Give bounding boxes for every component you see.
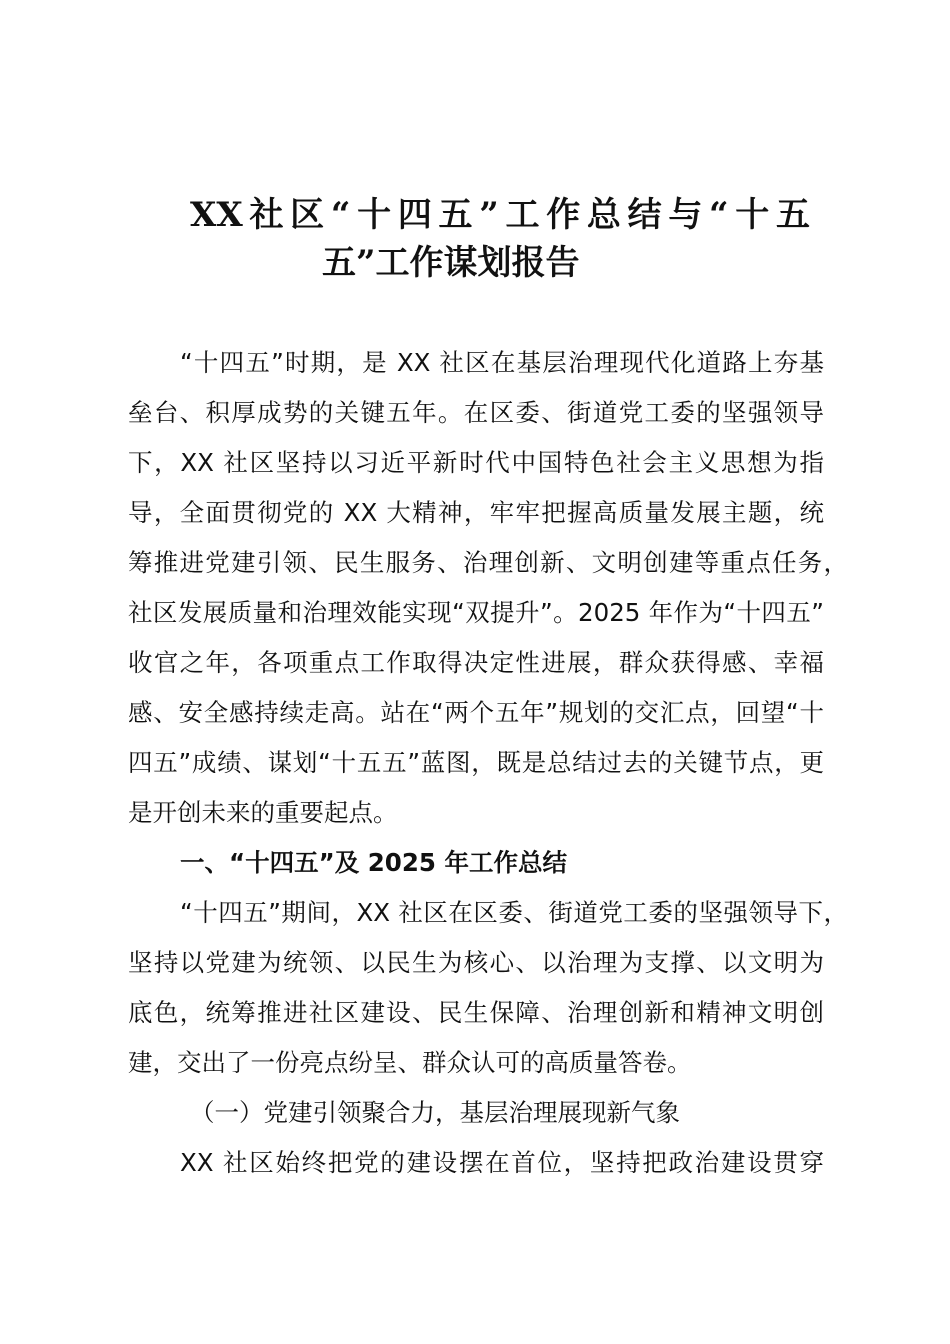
document-body xyxy=(128,338,848,1188)
intro-line: 下，XX 社区坚持以习近平新时代中国特色社会主义思想为指 xyxy=(128,448,824,477)
intro-line: 是开创未来的重要起点。 xyxy=(128,798,398,827)
document-title-line-1: XX社区“十四五”工作总结与“十五 xyxy=(190,195,810,235)
intro-line: 垒台、积厚成势的关键五年。在区委、街道党工委的坚强领导 xyxy=(128,398,824,427)
intro-line: 筹推进党建引领、民生服务、治理创新、文明创建等重点任务， xyxy=(128,548,848,577)
intro-line: “十四五”时期，是 XX 社区在基层治理现代化道路上夯基 xyxy=(180,348,824,377)
subsection-paragraph-line: XX 社区始终把党的建设摆在首位，坚持把政治建设贯穿 xyxy=(180,1148,824,1177)
intro-line: 四五”成绩、谋划“十五五”蓝图，既是总结过去的关键节点，更 xyxy=(128,748,824,777)
document-title-line-2: 五”工作谋划报告 xyxy=(322,243,580,283)
section-heading: 一、“十四五”及 2025 年工作总结 xyxy=(180,848,567,877)
section-paragraph-line: 坚持以党建为统领、以民生为核心、以治理为支撑、以文明为 xyxy=(128,948,824,977)
intro-line: 社区发展质量和治理效能实现“双提升”。2025 年作为“十四五” xyxy=(128,598,824,627)
section-paragraph-line: 建，交出了一份亮点纷呈、群众认可的高质量答卷。 xyxy=(128,1048,692,1077)
intro-line: 导，全面贯彻党的 XX 大精神，牢牢把握高质量发展主题，统 xyxy=(128,498,824,527)
intro-line: 收官之年，各项重点工作取得决定性进展，群众获得感、幸福 xyxy=(128,648,824,677)
section-paragraph-line: “十四五”期间，XX 社区在区委、街道党工委的坚强领导下， xyxy=(180,898,848,927)
intro-line: 感、安全感持续走高。站在“两个五年”规划的交汇点，回望“十 xyxy=(128,698,824,727)
subsection-heading: （一）党建引领聚合力，基层治理展现新气象 xyxy=(190,1098,680,1127)
section-paragraph-line: 底色，统筹推进社区建设、民生保障、治理创新和精神文明创 xyxy=(128,998,824,1027)
